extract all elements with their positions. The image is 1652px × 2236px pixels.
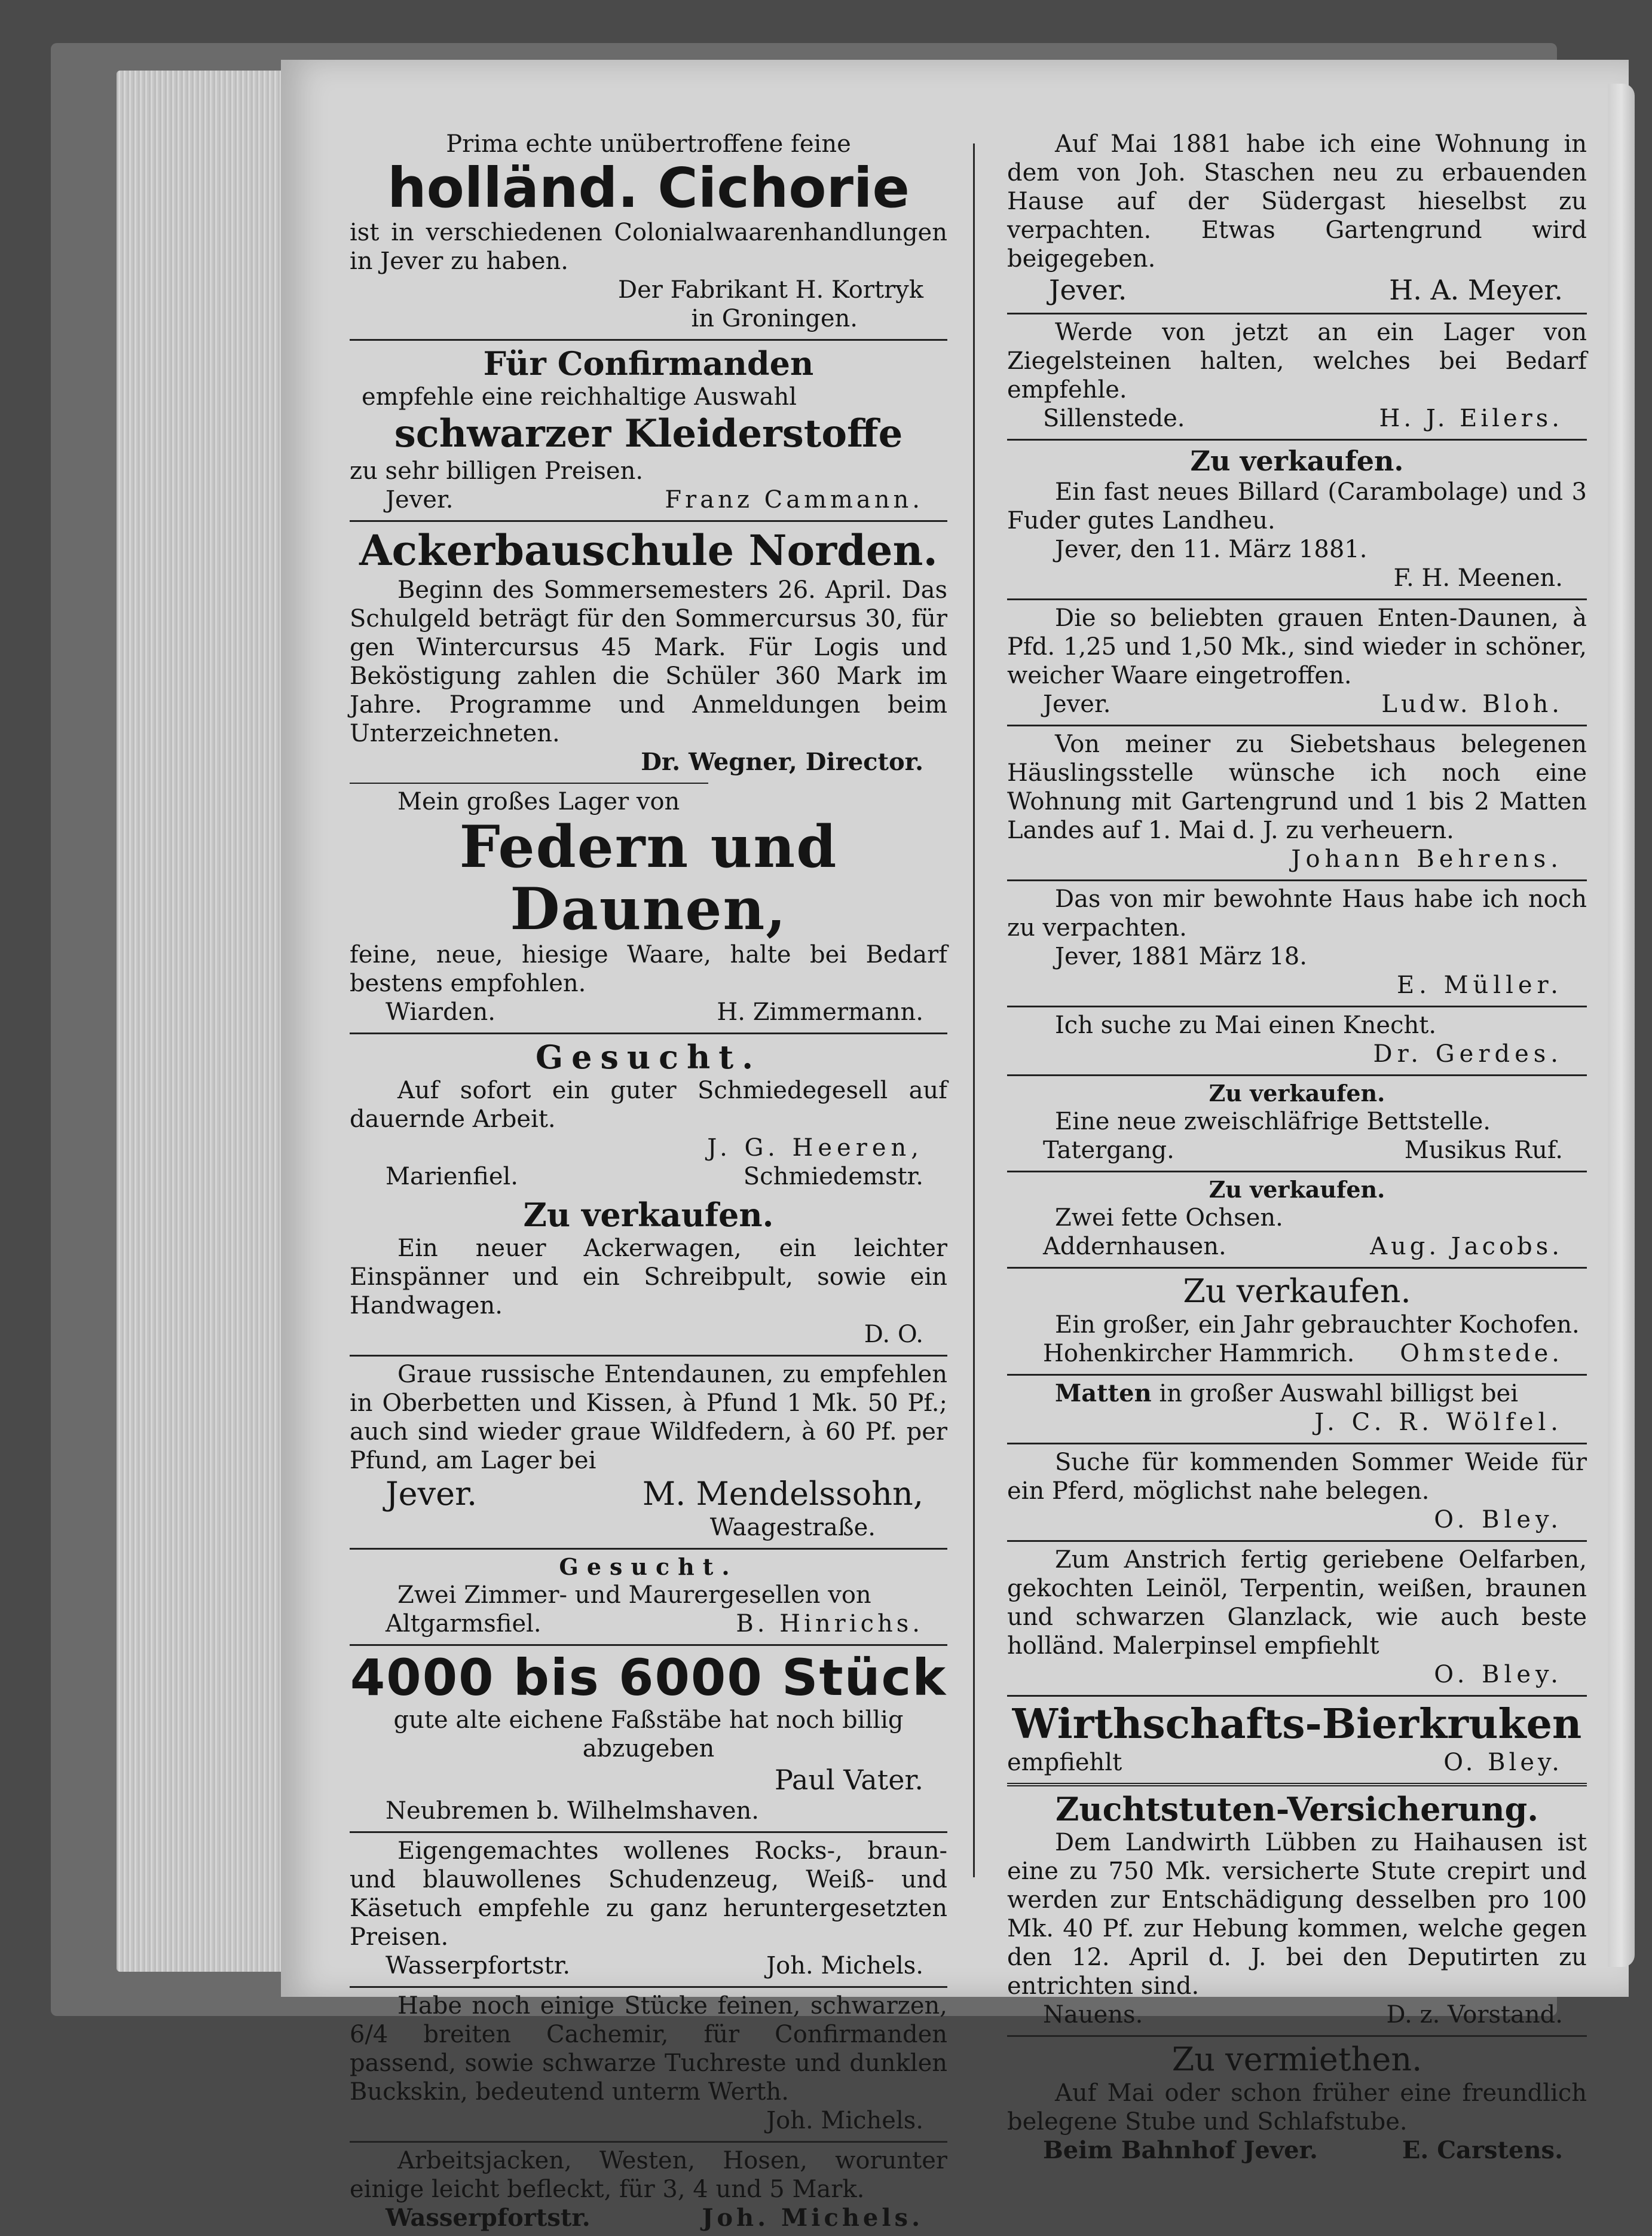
ad-place: Wasserpfortstr. (386, 1952, 571, 1980)
ad-michels-rockzeug (350, 1835, 947, 1984)
column-divider (973, 143, 975, 1877)
ad-name: Ohmstede. (1400, 1340, 1563, 1367)
ad-name: Ludw. Bloh. (1381, 691, 1563, 718)
ad-place: Wasserpfortstr. (386, 2204, 591, 2232)
ad-name: J. G. Heeren, (707, 1134, 923, 1162)
ad-name: B. Hinrichs. (736, 1610, 923, 1638)
ad-lead: Matten (1055, 1379, 1152, 1407)
ad-body: Beginn des Sommersemesters 26. April. Das Schulgeld beträgt für den Sommercursus 30, für gen Wintercursus 45 Mark. Für Logis und Beköstigung zahlen die Schüler 360 Mark im Jahre. Programme und Anmeldungen beim Unterzeichneten. (350, 576, 947, 747)
ad-federn (350, 786, 947, 1030)
ad-signature-line (1007, 1339, 1587, 1368)
ad-signature-line (350, 485, 947, 514)
ad-signature: Der Fabrikant H. Kortryk (618, 276, 923, 304)
ad-body: Eine neue zweischläfrige Bettstelle. (1055, 1108, 1491, 1135)
ad-headline: Für Confirmanden (483, 344, 814, 383)
ad-carstens-vermiethen (1007, 2039, 1587, 2168)
ad-gerdes-knecht (1007, 1010, 1587, 1072)
divider (350, 1644, 947, 1646)
ad-body: Werde von jetzt an ein Lager von Ziegelsteinen halten, welches bei Bedarf empfehle. (1007, 319, 1587, 404)
divider (1007, 1374, 1587, 1376)
ad-eilers-ziegel (1007, 317, 1587, 436)
ad-signature-line (1007, 1232, 1587, 1261)
ad-place: Tatergang. (1043, 1137, 1174, 1164)
ad-ackerbauschule (350, 524, 947, 780)
divider (1007, 1006, 1587, 1007)
ad-name: Joh. Michels. (702, 2204, 923, 2232)
divider (1007, 1443, 1587, 1444)
ad-name: O. Bley. (1434, 1661, 1563, 1688)
page-edges (117, 71, 290, 1972)
ad-text: zu sehr billigen Preisen. (350, 457, 644, 485)
ad-body: Ein fast neues Billard (Carambolage) und 3 Fuder gutes Landheu. (1007, 478, 1587, 534)
divider (1007, 1695, 1587, 1697)
ad-body-line (1007, 1379, 1587, 1408)
ad-street: Waagestraße. (709, 1514, 876, 1541)
ad-behrens-wohnung (1007, 729, 1587, 877)
ad-confirmanden (350, 343, 947, 518)
ad-place: Wiarden. (386, 998, 495, 1026)
ad-signature-line (350, 2204, 947, 2232)
ad-name: H. J. Eilers. (1379, 405, 1563, 432)
divider (1007, 879, 1587, 881)
ad-fassstaebe (350, 1648, 947, 1829)
ad-ruf-bettstelle (1007, 1079, 1587, 1168)
ad-body: Ein großer, ein Jahr gebrauchter Kochofen. (1055, 1311, 1580, 1339)
ad-place: Hohenkircher Hammrich. (1043, 1340, 1355, 1367)
ad-bley-weide (1007, 1447, 1587, 1538)
ad-signature-line (1007, 2136, 1587, 2165)
divider (1007, 1267, 1587, 1269)
ad-bierkruken (1007, 1699, 1587, 1780)
ad-place: Beim Bahnhof Jever. (1043, 2136, 1318, 2164)
ad-headline: Gesucht. (535, 1038, 762, 1076)
ad-name: D. z. Vorstand. (1386, 2001, 1563, 2029)
ad-name: Joh. Michels. (766, 1952, 923, 1980)
ad-text: empfehle eine reichhaltige Auswahl (362, 383, 797, 411)
ad-place: Sillenstede. (1043, 405, 1185, 432)
left-column (350, 129, 947, 2236)
ad-name: Johann Behrens. (1291, 845, 1563, 873)
ad-entendaunen (350, 1359, 947, 1545)
ad-headline: 4000 bis 6000 Stück (350, 1648, 947, 1707)
ad-name: Joh. Michels. (766, 2107, 923, 2134)
ad-signature-line (1007, 404, 1587, 433)
ad-name: J. C. R. Wölfel. (1314, 1409, 1563, 1436)
ad-intro: Mein großes Lager von (397, 788, 680, 815)
divider (1007, 2035, 1587, 2037)
divider (350, 1548, 947, 1550)
ad-body: Zum Anstrich fertig geriebene Oelfarben, gekochten Leinöl, Terpentin, weißen, braunen und schwarzen Glanzlack, wie auch beste holländ. Malerpinsel empfiehlt (1007, 1546, 1587, 1660)
ad-date: Jever, 1881 März 18. (1055, 943, 1307, 970)
ad-ohmstede-kochofen (1007, 1271, 1587, 1371)
ad-gesucht-schmied (350, 1037, 947, 1195)
ad-signature: Dr. Wegner, Director. (641, 748, 923, 776)
divider (350, 1355, 947, 1357)
ad-cichorie (350, 129, 947, 337)
ad-michels-cachemir (350, 1990, 947, 2139)
ad-woelfel-matten (1007, 1378, 1587, 1440)
divider (1007, 439, 1587, 441)
ad-gesucht-maurer (350, 1552, 947, 1642)
ad-zuchtstuten (1007, 1789, 1587, 2033)
divider (350, 1986, 947, 1988)
ad-name: H. Zimmermann. (717, 998, 923, 1026)
ad-headline: Zu verkaufen. (1183, 1272, 1411, 1310)
ad-body: ist in verschiedenen Colonialwaarenhandlungen in Jever zu haben. (350, 219, 947, 275)
ad-headline: Zu vermiethen. (1171, 2040, 1422, 2078)
ad-verkaufen-ackerwagen (350, 1195, 947, 1352)
ad-signature-line (350, 1609, 947, 1638)
ad-signature-line (1007, 1136, 1587, 1165)
ad-name: Franz Cammann. (665, 486, 923, 514)
ad-name: O. Bley. (1434, 1506, 1563, 1534)
ad-headline: Zu verkaufen. (1209, 1176, 1385, 1203)
ad-headline: Zu verkaufen. (523, 1196, 774, 1234)
ad-place: Neubremen b. Wilhelmshaven. (386, 1797, 759, 1825)
ad-title: Schmiedemstr. (743, 1163, 923, 1190)
ad-body: Zwei Zimmer- und Maurergesellen von (397, 1581, 871, 1609)
ad-body: Habe noch einige Stücke feinen, schwarzen, 6/4 breiten Cachemir, für Confirmanden passend, sowie schwarze Tuchreste und dunklen Buckskin, bedeutend unterm Werth. (350, 1992, 947, 2106)
ad-place: Jever. (386, 1475, 478, 1513)
ad-signature-line (1007, 690, 1587, 719)
ad-jacobs-ochsen (1007, 1175, 1587, 1264)
ad-body: Auf Mai oder schon früher eine freundlich belegene Stube und Schlafstube. (1007, 2079, 1587, 2136)
ad-headline: holländ. Cichorie (387, 156, 910, 220)
ad-place: Altgarmsfiel. (386, 1610, 542, 1638)
divider (350, 520, 947, 522)
ad-place: Nauens. (1043, 2001, 1143, 2029)
ad-body: Ein neuer Ackerwagen, ein leichter Einspänner und ein Schreibpult, sowie ein Handwagen. (350, 1235, 947, 1319)
ad-headline: Federn und Daunen, (459, 813, 838, 943)
divider (1007, 1171, 1587, 1172)
divider (1007, 1783, 1587, 1786)
ad-body: feine, neue, hiesige Waare, halte bei Bedarf bestens empfohlen. (350, 941, 947, 997)
ad-body: Dem Landwirth Lübben zu Haihausen ist eine zu 750 Mk. versicherte Stute crepirt und werden zur Entschädigung desselben pro 100 Mk. 40 Pf. zur Hebung kommen, welche gegen den 12. April d. J. bei den Deputirten zu entrichten sind. (1007, 1829, 1587, 2000)
ad-bloh-daunen (1007, 603, 1587, 722)
ad-body: Das von mir bewohnte Haus habe ich noch zu verpachten. (1007, 885, 1587, 942)
page-right-edge (1608, 84, 1635, 1967)
ad-name: Dr. Gerdes. (1373, 1040, 1563, 1068)
ad-body: in großer Auswahl billigst bei (1159, 1380, 1519, 1407)
ad-name: O. Bley. (1443, 1749, 1563, 1776)
divider (1007, 598, 1587, 600)
ad-name: M. Mendelssohn, (642, 1475, 923, 1513)
divider (350, 339, 947, 341)
right-column (1007, 129, 1587, 2168)
ad-signature-line (350, 1951, 947, 1980)
ad-name: E. Müller. (1396, 972, 1563, 999)
ad-body: Von meiner zu Siebetshaus belegenen Häuslingsstelle wünsche ich noch eine Wohnung mit Gartengrund und 1 bis 2 Matten Landes auf 1. Mai d. J. zu verheuern. (1007, 731, 1587, 844)
ad-signature-place: in Groningen. (691, 305, 858, 332)
ad-body: gute alte eichene Faßstäbe hat noch billig abzugeben (393, 1706, 904, 1762)
ad-name: Paul Vater. (775, 1764, 923, 1796)
ad-body: Auf Mai 1881 habe ich eine Wohnung in dem von Joh. Staschen neu zu erbauenden Hause auf der Südergast hieselbst zu verpachten. Etwas Gartengrund wird beigegeben. (1007, 130, 1587, 273)
ad-name: E. Carstens. (1402, 2136, 1563, 2164)
ad-body: Arbeitsjacken, Westen, Hosen, worunter einige leicht befleckt, für 3, 4 und 5 Mark. (350, 2147, 947, 2203)
ad-name: F. H. Meenen. (1393, 564, 1563, 592)
ad-headline: Ackerbauschule Norden. (359, 526, 938, 575)
ad-headline: Zu verkaufen. (1190, 445, 1404, 477)
ad-headline: Wirthschafts-Bierkruken (1012, 1700, 1582, 1748)
ad-body: Suche für kommenden Sommer Weide für ein Pferd, möglichst nahe belegen. (1007, 1449, 1587, 1505)
ad-name: Aug. Jacobs. (1370, 1233, 1563, 1260)
divider (350, 783, 708, 784)
divider (1007, 1540, 1587, 1542)
ad-meenen-billard (1007, 443, 1587, 596)
ad-name: Musikus Ruf. (1404, 1137, 1563, 1164)
ad-signature-line (350, 1162, 947, 1191)
ad-meyer-wohnung (1007, 129, 1587, 310)
ad-signature: D. O. (864, 1321, 923, 1348)
divider (1007, 725, 1587, 726)
ad-body: Graue russische Entendaunen, zu empfehlen in Oberbetten und Kissen, à Pfund 1 Mk. 50 Pf.; auch sind wieder graue Wildfedern, à 60 Pf. per Pfund, am Lager bei (350, 1361, 947, 1474)
ad-signature-line (350, 998, 947, 1027)
divider (1007, 1074, 1587, 1076)
ad-headline: Zuchtstuten-Versicherung. (1055, 1790, 1539, 1828)
ad-intro: Prima echte unübertroffene feine (446, 130, 851, 158)
ad-michels-arbeitsjacken (350, 2145, 947, 2236)
divider (350, 1033, 947, 1034)
ad-bley-farben (1007, 1544, 1587, 1693)
ad-mueller-haus (1007, 884, 1587, 1003)
ad-headline: Zu verkaufen. (1209, 1080, 1385, 1107)
ad-signature-line (1007, 273, 1587, 307)
ad-place: Jever. (386, 486, 454, 514)
divider (1007, 313, 1587, 314)
ad-body: Eigengemachtes wollenes Rocks-, braun- und blauwollenes Schudenzeug, Weiß- und Käsetuch empfehle zu ganz heruntergesetzten Preisen. (350, 1837, 947, 1951)
ad-body: Ich suche zu Mai einen Knecht. (1055, 1012, 1437, 1039)
ad-place: Jever. (1049, 274, 1127, 306)
ad-place: Addernhausen. (1043, 1233, 1226, 1260)
ad-name: H. A. Meyer. (1389, 274, 1563, 306)
divider (350, 1831, 947, 1833)
ad-place: Marienfiel. (386, 1163, 519, 1190)
ad-signature-line (1007, 1748, 1587, 1777)
divider (350, 2141, 947, 2143)
ad-lead: empfiehlt (1007, 1749, 1122, 1776)
ad-date: Jever, den 11. März 1881. (1055, 536, 1368, 563)
ad-headline: Gesucht. (559, 1553, 738, 1580)
ad-subheadline: schwarzer Kleiderstoffe (394, 411, 903, 456)
ad-signature-line (1007, 2000, 1587, 2029)
ad-place: Jever. (1043, 691, 1111, 718)
ad-signature-line (350, 1475, 947, 1513)
ad-body: Zwei fette Ochsen. (1055, 1204, 1283, 1232)
ad-body: Die so beliebten grauen Enten-Daunen, à Pfd. 1,25 und 1,50 Mk., sind wieder in schöner, weicher Waare eingetroffen. (1007, 604, 1587, 689)
ad-body: Auf sofort ein guter Schmiedegesell auf dauernde Arbeit. (350, 1077, 947, 1133)
